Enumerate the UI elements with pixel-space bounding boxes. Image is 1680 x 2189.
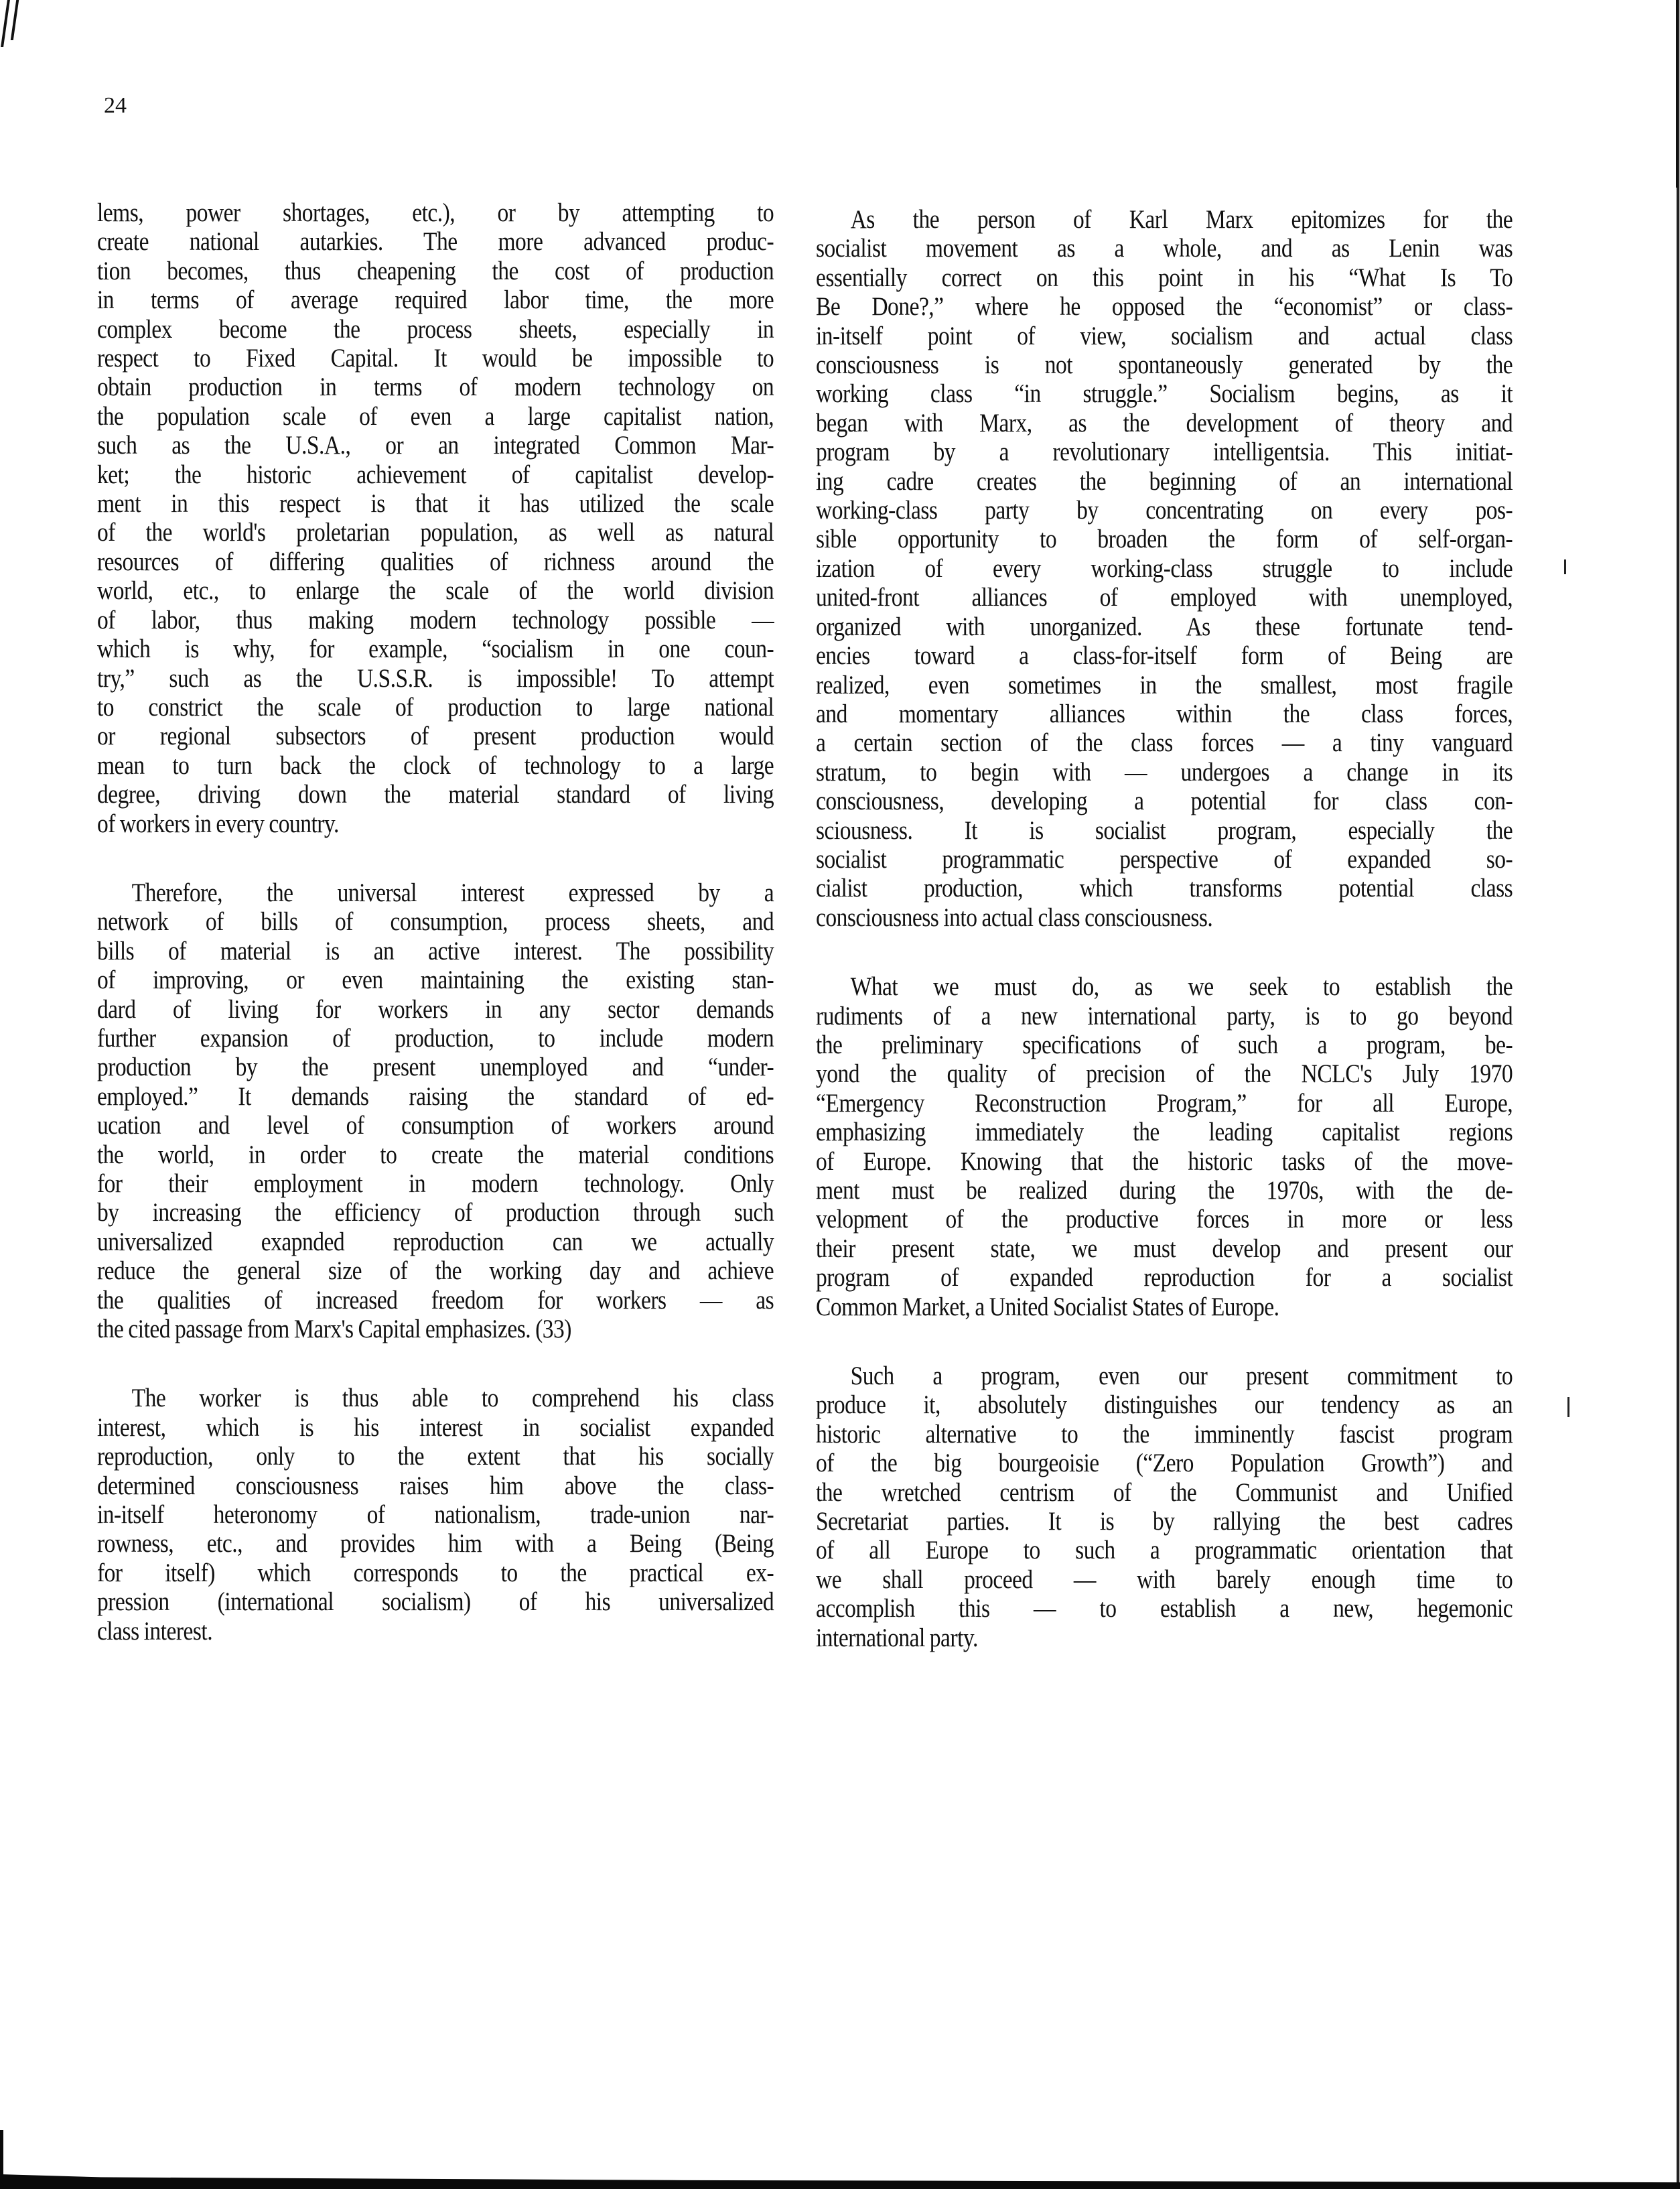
text-line: ization of every working-class struggle to include [816,553,1513,583]
text-line: ment in this respect is that it has utilized the scale [97,489,774,519]
text-line: of workers in every country. [97,809,339,838]
text-line: reduce the general size of the working day and achieve [97,1256,774,1286]
text-line: organized with unorganized. As these fortunate tend- [816,612,1513,641]
text-line: try,” such as the U.S.S.R. is impossible! To attempt [97,663,774,693]
text-line: rudiments of a new international party, is to go beyond [816,1001,1513,1031]
left-column [97,198,774,1686]
text-line: class interest. [97,1616,213,1646]
paragraph [97,1384,774,1646]
text-line: a certain section of the class forces — a tiny vanguard [816,728,1513,758]
scan-artifact-right-edge-top [1676,0,1679,188]
text-line: socialist movement as a whole, and as Lenin was [816,234,1513,263]
scan-artifact-margin-mark [1564,559,1566,574]
text-line: we shall proceed — with barely enough time to [816,1565,1513,1594]
scan-artifact-right-edge [1676,0,1680,2189]
text-line: united-front alliances of employed with unemployed, [816,583,1513,612]
paragraph [97,198,774,838]
text-line: reproduction, only to the extent that his socially [97,1442,774,1471]
scan-artifact-bottom-edge [0,2174,1680,2189]
text-line: mean to turn back the clock of technology to a large [97,750,774,780]
text-line: the wretched centrism of the Communist and Unified [816,1477,1513,1507]
text-line: lems, power shortages, etc.), or by attempting to [97,198,774,227]
text-line: Secretariat parties. It is by rallying the best cadres [816,1507,1513,1536]
text-line: create national autarkies. The more advanced produc- [97,227,774,257]
text-line: by increasing the efficiency of production through such [97,1198,774,1228]
paragraph [816,972,1513,1321]
text-line: in-itself heteronomy of nationalism, trade-union nar- [97,1500,774,1530]
text-line: the population scale of even a large capitalist nation, [97,401,774,431]
text-line: their present state, we must develop and present our [816,1234,1513,1263]
text-line: ket; the historic achievement of capitalist develop- [97,460,774,489]
text-line: obtain production in terms of modern technology on [97,373,774,402]
text-line: of Europe. Knowing that the historic tasks of the move- [816,1146,1513,1176]
paragraph [97,878,774,1344]
text-line: of improving, or even maintaining the existing stan- [97,966,774,995]
text-line: encies toward a class-for-itself form of Being are [816,641,1513,671]
text-line: realized, even sometimes in the smallest, most fragile [816,670,1513,700]
text-line: began with Marx, as the development of theory and [816,408,1513,438]
text-line: stratum, to begin with — undergoes a change in its [816,757,1513,787]
text-line: Therefore, the universal interest expressed by a [131,878,774,907]
text-line: the preliminary specifications of such a program, be- [816,1030,1513,1059]
paragraph [816,1362,1513,1652]
text-line: in-itself point of view, socialism and actual class [816,321,1513,350]
text-line: rowness, etc., and provides him with a Being (Being [97,1529,774,1558]
text-line: essentially correct on this point in his “What Is To [816,263,1513,292]
text-line: program of expanded reproduction for a socialist [816,1263,1513,1292]
text-line: working class “in struggle.” Socialism begins, as it [816,379,1513,409]
text-line: of labor, thus making modern technology possible — [97,605,774,635]
text-line: international party. [816,1623,978,1652]
text-line: accomplish this — to establish a new, hegemonic [816,1594,1513,1623]
text-line: the cited passage from Marx's Capital emphasizes. (33) [97,1315,571,1344]
text-line: socialist programmatic perspective of expanded so- [816,844,1513,874]
text-line: emphasizing immediately the leading capitalist regions [816,1118,1513,1147]
text-line: respect to Fixed Capital. It would be impossible to [97,344,774,373]
text-line: in terms of average required labor time, the more [97,285,774,315]
text-line: sible opportunity to broaden the form of self-organ- [816,525,1513,554]
text-line: program by a revolutionary intelligentsia. This initiat- [816,438,1513,467]
text-line: of all Europe to such a programmatic orientation that [816,1536,1513,1565]
text-line: sciousness. It is socialist program, especially the [816,815,1513,845]
text-line: determined consciousness raises him above the class- [97,1471,774,1500]
text-line: the qualities of increased freedom for workers — as [97,1285,774,1315]
text-line: employed.” It demands raising the standard of ed- [97,1081,774,1111]
text-line: interest, which is his interest in socialist expanded [97,1412,774,1442]
text-line: Such a program, even our present commitment to [850,1362,1513,1391]
text-line: ucation and level of consumption of workers around [97,1111,774,1140]
text-line: universalized exapnded reproduction can we actually [97,1227,774,1256]
text-line: resources of differing qualities of richness around the [97,547,774,576]
text-line: tion becomes, thus cheapening the cost of production [97,256,774,285]
text-line: or regional subsectors of present production would [97,722,774,751]
text-line: complex become the process sheets, especially in [97,314,774,344]
text-line: “Emergency Reconstruction Program,” for all Europe, [816,1088,1513,1118]
scan-artifact-bottom-corner [0,2130,13,2189]
text-line: for their employment in modern technology. Only [97,1169,774,1198]
text-line: consciousness into actual class consciousness. [816,903,1213,932]
text-line: which is why, for example, “socialism in one coun- [97,635,774,664]
text-line: such as the U.S.A., or an integrated Common Mar- [97,431,774,460]
text-line: dard of living for workers in any sector demands [97,994,774,1024]
text-line: ment must be realized during the 1970s, with the de- [816,1176,1513,1205]
text-line: Common Market, a United Socialist States of Europe. [816,1292,1279,1321]
text-line: velopment of the productive forces in more or less [816,1205,1513,1234]
text-line: consciousness, developing a potential for class con- [816,787,1513,816]
text-line: of the big bourgeoisie (“Zero Population Growth”) and [816,1449,1513,1478]
text-line: yond the quality of precision of the NCLC's July 1970 [816,1059,1513,1089]
text-line: degree, driving down the material standard of living [97,780,774,809]
text-line: The worker is thus able to comprehend his class [131,1384,774,1413]
text-line: pression (international socialism) of his universalized [97,1587,774,1617]
scan-artifact-corner-mark [3,0,17,54]
text-line: network of bills of consumption, process sheets, and [97,907,774,937]
text-line: What we must do, as we seek to establish the [850,972,1513,1002]
text-line: ing cadre creates the beginning of an international [816,466,1513,496]
text-line: Be Done?,” where he opposed the “economist” or class- [816,292,1513,322]
text-line: and momentary alliances within the class forces, [816,699,1513,728]
text-line: cialist production, which transforms potential class [816,874,1513,903]
text-line: historic alternative to the imminently fascist program [816,1419,1513,1449]
text-line: world, etc., to enlarge the scale of the world division [97,576,774,606]
scan-artifact-margin-mark [1567,1397,1569,1417]
text-line: to constrict the scale of production to large national [97,692,774,722]
text-line: further expansion of production, to include modern [97,1023,774,1053]
right-column [816,205,1513,1693]
text-line: As the person of Karl Marx epitomizes for the [850,205,1513,234]
text-line: working-class party by concentrating on every pos- [816,496,1513,525]
text-line: production by the present unemployed and “under- [97,1053,774,1082]
page-number: 24 [104,93,127,118]
text-line: produce it, absolutely distinguishes our tendency as an [816,1390,1513,1420]
paragraph [816,205,1513,932]
text-line: consciousness is not spontaneously generated by the [816,350,1513,380]
text-line: the world, in order to create the material conditions [97,1140,774,1169]
text-line: for itself) which corresponds to the practical ex- [97,1558,774,1587]
text-line: bills of material is an active interest. The possibility [97,936,774,966]
text-line: of the world's proletarian population, as well as natural [97,518,774,547]
